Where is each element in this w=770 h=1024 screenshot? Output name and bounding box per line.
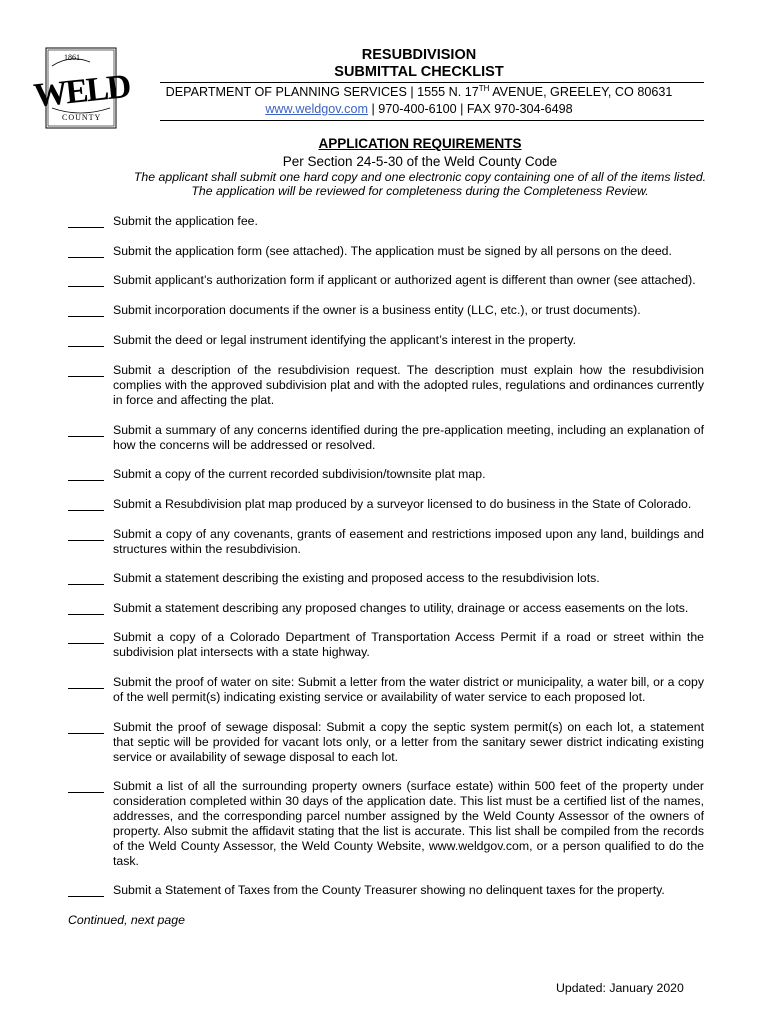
weld-county-logo <box>30 40 132 132</box>
checkbox-blank[interactable] <box>68 630 104 644</box>
checklist-item-text: Submit a copy of any covenants, grants of easement and restrictions imposed upon any land, buildings and structures within the resubdivision. <box>113 527 704 556</box>
checkbox-blank[interactable] <box>68 675 104 689</box>
logo-year: 1861 <box>64 53 80 62</box>
document-title-line1: RESUBDIVISION <box>361 47 477 63</box>
checklist-item <box>68 601 704 616</box>
checklist-item <box>68 497 704 512</box>
checkbox-blank[interactable] <box>68 273 104 287</box>
checklist-item-text: Submit the application form (see attached). The application must be signed by all persons on the deed. <box>113 244 672 258</box>
checkbox-blank[interactable] <box>68 779 104 793</box>
checklist-item <box>68 467 704 482</box>
checklist-item <box>68 214 704 229</box>
header-rule-bottom <box>160 120 704 121</box>
checklist-item <box>68 883 704 898</box>
logo-subword: COUNTY <box>62 113 102 122</box>
dept-end-text: AVENUE, GREELEY, CO 80631 <box>489 85 673 99</box>
checklist-item-text: Submit a statement describing the existing and proposed access to the resubdivision lots. <box>113 571 600 585</box>
checklist-item <box>68 779 704 869</box>
checklist-item <box>68 273 704 288</box>
document-title-line2: SUBMITTAL CHECKLIST <box>334 64 504 80</box>
department-address <box>160 84 678 100</box>
checklist-item <box>68 630 704 660</box>
checkbox-blank[interactable] <box>68 601 104 615</box>
checkbox-blank[interactable] <box>68 571 104 585</box>
checkbox-blank[interactable] <box>68 303 104 317</box>
updated-date: Updated: January 2020 <box>556 981 684 995</box>
checklist-item-text: Submit the deed or legal instrument identifying the applicant’s interest in the property. <box>113 333 576 347</box>
checklist-item-text: Submit a statement describing any proposed changes to utility, drainage or access easements on the lots. <box>113 601 689 615</box>
checklist-item <box>68 333 704 348</box>
checklist-item-text: Submit the proof of water on site: Submit a letter from the water district or municipality, a water bill, or a copy of the well permit(s) indicating existing service or availability of water service to each proposed lot. <box>113 675 704 704</box>
checkbox-blank[interactable] <box>68 363 104 377</box>
weld-county-logo-graphic <box>30 40 132 132</box>
contact-phone-fax: | 970-400-6100 | FAX 970-304-6498 <box>367 102 573 116</box>
checklist-item <box>68 720 704 765</box>
checklist-item-text: Submit a summary of any concerns identified during the pre-application meeting, including an explanation of how the concerns will be addressed or resolved. <box>113 423 704 452</box>
dept-main-text: DEPARTMENT OF PLANNING SERVICES | 1555 N. 17 <box>165 85 479 99</box>
checklist-item <box>68 244 704 259</box>
checklist-item-text: Submit a Statement of Taxes from the County Treasurer showing no delinquent taxes for the property. <box>113 883 665 897</box>
checklist-item <box>68 303 704 318</box>
checkbox-blank[interactable] <box>68 497 104 511</box>
header-rule-top <box>160 82 704 83</box>
checkbox-blank[interactable] <box>68 883 104 897</box>
checkbox-blank[interactable] <box>68 720 104 734</box>
checkbox-blank[interactable] <box>68 423 104 437</box>
checklist-item <box>68 423 704 453</box>
checklist-item <box>68 675 704 705</box>
logo-word: WELD <box>31 67 132 115</box>
checklist-item <box>68 363 704 408</box>
checkbox-blank[interactable] <box>68 467 104 481</box>
checklist-item-text: Submit the application fee. <box>113 214 258 228</box>
checklist-item-text: Submit a list of all the surrounding property owners (surface estate) within 500 feet of the property under consideration completed within 30 days of the application date. This list must be a certified list of the names, addresses, and the corresponding parcel number assigned by the Weld County Assessor of the owners of property. Also submit the affidavit stating that the list is accurate. This list shall be compiled from the records of the Weld County Assessor, the Weld County Website, www.weldgov.com, or a person qualified to do the task. <box>113 779 704 868</box>
dept-ordinal-suffix: TH <box>478 84 490 93</box>
checkbox-blank[interactable] <box>68 214 104 228</box>
checklist-item-text: Submit a copy of the current recorded subdivision/townsite plat map. <box>113 467 486 481</box>
checklist-item <box>68 571 704 586</box>
checklist-item-text: Submit incorporation documents if the owner is a business entity (LLC, etc.), or trust documents). <box>113 303 641 317</box>
checklist-item-text: Submit the proof of sewage disposal: Submit a copy the septic system permit(s) on each lot, a statement that septic will be provided for vacant lots only, or a letter from the sanitary sewer district indicating existing service or availability of sewage disposal to each lot. <box>113 720 704 764</box>
checklist-item <box>68 527 704 557</box>
contact-line <box>160 101 678 117</box>
checklist-item-text: Submit a Resubdivision plat map produced by a surveyor licensed to do business in the State of Colorado. <box>113 497 692 511</box>
section-title: APPLICATION REQUIREMENTS <box>318 136 522 151</box>
instruction-line-1: The applicant shall submit one hard copy and one electronic copy containing one of all of the items listed. <box>133 170 707 184</box>
continued-note: Continued, next page <box>68 913 185 927</box>
checklist-item-text: Submit a description of the resubdivision request. The description must explain how the resubdivision complies with the approved subdivision plat and with the adopted rules, regulations and ordinances currently in force and affecting the plat. <box>113 363 704 407</box>
website-link[interactable]: www.weldgov.com <box>265 102 368 116</box>
checklist-item-text: Submit applicant’s authorization form if applicant or authorized agent is different than owner (see attached). <box>113 273 696 287</box>
checkbox-blank[interactable] <box>68 527 104 541</box>
checkbox-blank[interactable] <box>68 244 104 258</box>
instruction-line-2: The application will be reviewed for completeness during the Completeness Review. <box>191 184 649 198</box>
checklist-item-text: Submit a copy of a Colorado Department of Transportation Access Permit if a road or street within the subdivision plat intersects with a state highway. <box>113 630 704 659</box>
section-subtitle: Per Section 24-5-30 of the Weld County Code <box>282 154 558 169</box>
checkbox-blank[interactable] <box>68 333 104 347</box>
